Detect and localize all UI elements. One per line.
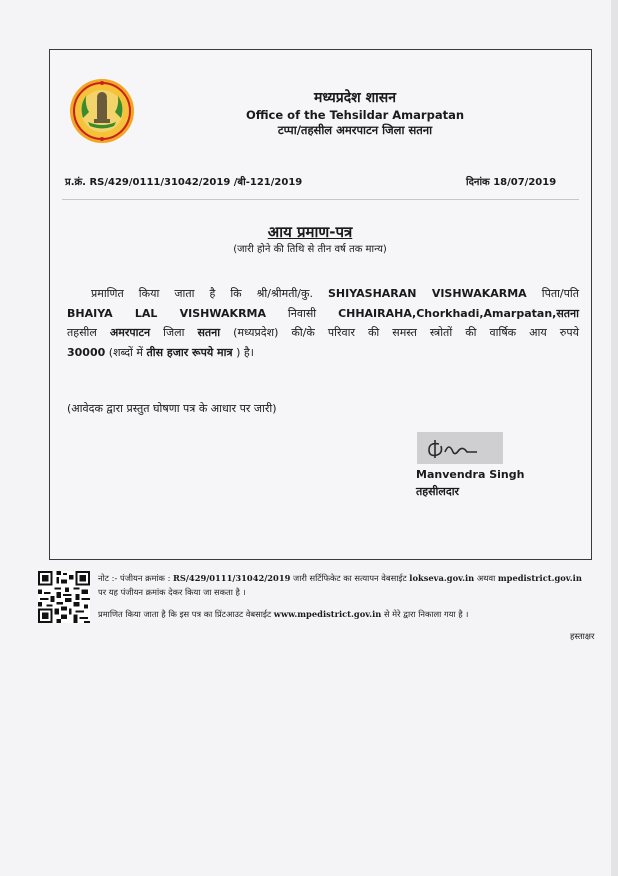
- body-text: पिता/पति: [541, 287, 580, 300]
- note-text: जारी सर्टिफिकेट का सत्यापन वेबसाईट: [293, 573, 407, 583]
- office-name-english: Office of the Tehsildar Amarpatan: [245, 108, 465, 122]
- printout-site-link[interactable]: www.mpedistrict.gov.in: [273, 609, 382, 619]
- state-name: मध्यप्रदेश शासन: [314, 90, 396, 106]
- applicant-name: SHIYASHARAN VISHWAKARMA: [328, 287, 527, 300]
- printout-note: [98, 609, 468, 620]
- note-text: नोट :- पंजीयन क्रमांक :: [98, 573, 171, 583]
- signatory-name: Manvendra Singh: [416, 468, 525, 481]
- signature-image: [417, 432, 503, 464]
- body-text: निवासी: [287, 306, 317, 320]
- note-text: अथवा: [476, 573, 496, 583]
- body-text: तहसील: [67, 326, 97, 340]
- residence-address: CHHAIRAHA,Chorkhadi,Amarpatan,सतना: [338, 306, 579, 320]
- signature-label: हस्ताक्षर: [570, 632, 595, 642]
- body-line-2: [67, 304, 579, 324]
- certificate-validity: (जारी होने की तिथि से तीन वर्ष तक मान्य): [233, 244, 387, 255]
- tehsil-name: अमरपाटन: [109, 326, 151, 340]
- verification-site-link[interactable]: mpedistrict.gov.in: [497, 573, 582, 583]
- body-text: ) है।: [236, 345, 254, 359]
- certificate-title: आय प्रमाण-पत्र: [267, 223, 353, 241]
- body-line-3: [67, 323, 579, 343]
- reference-number: प्र.क्रं. RS/429/0111/31042/2019 /बी-121/2019: [65, 177, 303, 188]
- verification-note-line-2: पर यह पंजीयन क्रमांक देकर किया जा सकता है ।: [98, 587, 246, 597]
- body-text: (शब्दों में: [108, 345, 143, 359]
- issue-date: दिनांक 18/07/2019: [466, 177, 557, 188]
- note-text: से मेरे द्वारा निकाला गया है ।: [383, 609, 469, 619]
- signatory-designation: तहसीलदार: [416, 485, 460, 498]
- office-name-hindi: टप्पा/तहसील अमरपाटन जिला सतना: [277, 123, 433, 137]
- divider: [62, 199, 579, 200]
- income-amount-words: तीस हजार रूपये मात्र: [146, 345, 233, 359]
- certificate-body: [67, 284, 579, 362]
- body-text: जिला: [163, 326, 185, 340]
- district-name: सतना: [197, 326, 221, 340]
- page-edge-shadow: [611, 0, 618, 876]
- note-text: प्रमाणित किया जाता है कि इस पत्र का प्रिंटआउट वेबसाईट: [98, 609, 272, 619]
- verification-site-link[interactable]: lokseva.gov.in: [409, 573, 475, 583]
- verification-note: [98, 573, 582, 584]
- declaration-note: (आवेदक द्वारा प्रस्तुत घोषणा पत्र के आधार पर जारी): [67, 402, 277, 415]
- body-text: (मध्यप्रदेश) की/के परिवार की समस्त स्त्रोतों की वार्षिक आय रुपये: [233, 326, 579, 340]
- father-name: BHAIYA LAL VISHWAKRMA: [67, 306, 266, 320]
- registration-number: RS/429/0111/31042/2019: [173, 573, 291, 583]
- body-line-4: [67, 343, 579, 363]
- qr-code-icon: [38, 571, 90, 623]
- body-text: प्रमाणित किया जाता है कि श्री/श्रीमती/कु.: [91, 287, 313, 300]
- madhya-pradesh-emblem-icon: [69, 78, 135, 144]
- body-line-1: [67, 284, 579, 304]
- income-amount: 30000: [67, 345, 106, 359]
